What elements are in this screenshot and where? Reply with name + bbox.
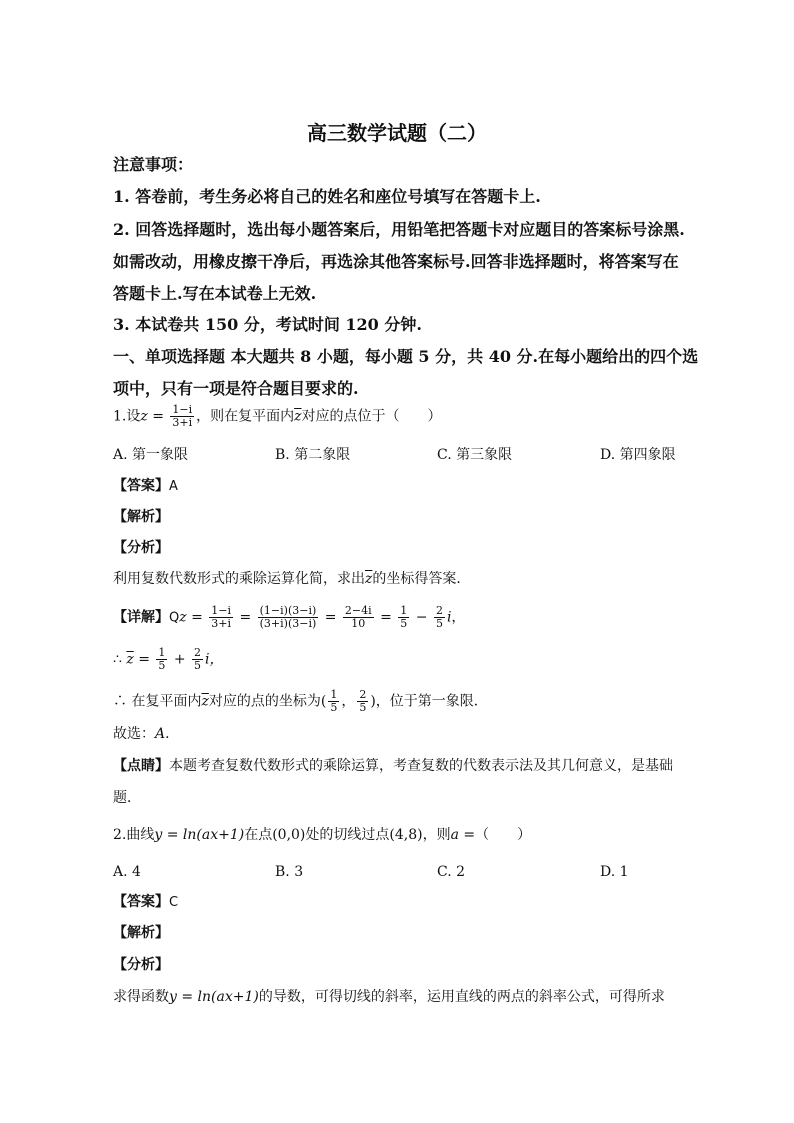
q2-fenxi-a: 求得函数 xyxy=(113,989,169,1005)
q1-choose-value: A xyxy=(155,726,166,742)
q1-detail-frac-1-den: 3+i xyxy=(211,617,231,630)
q1-option-a: A. 第一象限 xyxy=(113,447,189,463)
q1-step2-frac-1-num: 1 xyxy=(158,646,166,659)
q1-step2-frac-1-den: 5 xyxy=(158,659,166,672)
q1-step3-zbar: $\overline{z}$ xyxy=(201,693,209,710)
q1-step2-tail: i， xyxy=(205,651,224,668)
q2-point-1: (0,0) xyxy=(272,827,306,843)
q1-fraction xyxy=(170,404,194,429)
q1-option-c: C. 第三象限 xyxy=(437,447,513,463)
notice-item-2-line-1: 2. 回答选择题时，选出每小题答案后，用铅笔把答题卡对应题目的答案标号涂黑. xyxy=(113,220,685,239)
section-heading-line-1: 一、单项选择题 本大题共 8 小题，每小题 5 分，共 40 分.在每小题给出的四个选 xyxy=(113,347,699,366)
notice-item-1: 1. 答卷前，考生务必将自己的姓名和座位号填写在答题卡上. xyxy=(113,187,541,206)
q1-dianjing-label: 【点睛】 xyxy=(113,758,169,774)
q1-fenxi-label: 【分析】 xyxy=(113,540,169,556)
q1-detail-frac-5 xyxy=(434,605,445,630)
q1-prefix: 1.设 xyxy=(113,408,141,425)
q2-mid3: ，则 xyxy=(422,827,451,843)
q1-step2-frac-2 xyxy=(192,647,203,672)
page-title: 高三数学试题（二） xyxy=(307,121,487,145)
q1-detail-z: z xyxy=(179,609,187,626)
q1-fenxi-zbar: $\overline{z}$ xyxy=(365,571,373,587)
q1-step3-frac-1-num: 1 xyxy=(330,688,338,701)
q1-frac-num: 1−i xyxy=(172,403,193,416)
q1-step2-zbar: $\overline{z}$ xyxy=(126,651,134,668)
q2-answer-label: 【答案】 xyxy=(113,894,169,910)
q1-choose-label: 故选： xyxy=(113,726,155,742)
q2-option-c: C. 2 xyxy=(437,864,466,880)
notice-item-2-line-3: 答题卡上.写在本试卷上无效. xyxy=(113,284,317,303)
q2-mid: 在点 xyxy=(244,827,273,843)
notice-heading: 注意事项： xyxy=(113,155,194,174)
q2-answer xyxy=(113,892,683,913)
q1-step2-frac-1 xyxy=(156,647,167,672)
q1-detail-frac-4-den: 5 xyxy=(400,617,408,630)
q1-eq: = xyxy=(147,408,169,425)
q1-step3-frac-1-den: 5 xyxy=(330,701,338,714)
q1-detail-comma: ， xyxy=(451,609,466,626)
q1-fenxi-b: 的坐标得答案． xyxy=(372,571,471,587)
q1-detail-frac-2-den: (3+i)(3−i) xyxy=(259,617,317,630)
q2-fenxi-b: 的导数，可得切线的斜率，运用直线的两点的斜率公式，可得所求 xyxy=(258,989,665,1005)
q1-step2-therefore: ∴ xyxy=(113,651,122,668)
q2-fenxi-label: 【分析】 xyxy=(113,957,169,973)
q1-detail-frac-4-num: 1 xyxy=(400,604,408,617)
q1-answer-value: A xyxy=(169,479,178,494)
q1-fenxi-a: 利用复数代数形式的乘除运算化简，求出 xyxy=(113,571,365,587)
q1-detail-label: 【详解】 xyxy=(113,609,169,626)
q1-step2-frac-2-den: 5 xyxy=(194,659,202,672)
q1-zbar: $\overline{z}$ xyxy=(294,408,302,425)
q1-detail-frac-5-num: 2 xyxy=(435,604,443,617)
q1-step2-frac-2-num: 2 xyxy=(194,646,202,659)
q1-detail-q: Q xyxy=(169,610,180,626)
q1-option-b: B. 第二象限 xyxy=(275,447,351,463)
q1-detail-frac-2 xyxy=(258,605,319,630)
q1-choose xyxy=(113,724,683,744)
q1-suffix2: 对应的点位于（ ） xyxy=(301,408,442,425)
q1-dianjing-l1: 本题考查复数代数形式的乘除运算，考查复数的代数表示法及其几何意义，是基础 xyxy=(169,758,673,774)
q1-step3-frac-2 xyxy=(357,689,368,714)
q1-detail: 【详解】Qz = $\frac{1-i}{3+i}$ = $\frac{(1-i)(3-i)}{(3+i)(3-i)}$ = $\frac{2-4i}{10}$ = $\frac{1}{5}$ − $\frac{2}{5}$ i， xyxy=(113,604,466,630)
q2-prefix: 2.曲线 xyxy=(113,827,155,843)
q1-detail-frac-3-num: 2−4i xyxy=(344,604,372,617)
q2-a-var: a xyxy=(450,827,459,843)
q1-suffix: ，则在复平面内 xyxy=(196,408,295,425)
q1-frac-den: 3+i xyxy=(172,416,193,429)
q2-option-b: B. 3 xyxy=(275,864,304,880)
q1-step-2: ∴ $\overline{z}$ = $\frac{1}{5}$ + $\frac{2}{5}$ i， xyxy=(113,646,224,672)
q1-dianjing-line-2: 题． xyxy=(113,790,141,806)
q1-step3-frac-2-den: 5 xyxy=(359,701,367,714)
q1-option-d: D. 第四象限 xyxy=(600,447,676,463)
q1-stem xyxy=(113,404,683,429)
q1-analysis-label: 【解析】 xyxy=(113,509,169,525)
section-heading-line-2: 项中，只有一项是符合题目要求的. xyxy=(113,379,359,398)
q1-detail-frac-1 xyxy=(209,605,233,630)
q1-fenxi xyxy=(113,569,683,589)
q1-answer xyxy=(113,476,683,497)
q1-dianjing xyxy=(113,756,683,776)
q2-option-d: D. 1 xyxy=(600,864,629,880)
q1-step3-a: ∴ 在复平面内 xyxy=(113,693,202,710)
q1-detail-frac-4 xyxy=(398,605,409,630)
q1-detail-frac-5-den: 5 xyxy=(435,617,443,630)
q1-step3-frac-2-num: 2 xyxy=(359,688,367,701)
q1-detail-frac-3 xyxy=(343,605,374,630)
q1-detail-frac-1-num: 1−i xyxy=(211,604,231,617)
q2-tail: =（ ） xyxy=(458,827,532,843)
q2-mid2: 处的切线过点 xyxy=(305,827,390,843)
q2-curve: y = ln(ax+1) xyxy=(154,827,245,843)
q1-step3-b: 对应的点的坐标为 xyxy=(208,693,321,710)
notice-item-2-line-2: 如需改动，用橡皮擦干净后，再选涂其他答案标号.回答非选择题时，将答案写在 xyxy=(113,252,679,271)
q1-detail-frac-2-num: (1−i)(3−i) xyxy=(259,604,317,617)
q2-answer-value: C xyxy=(169,895,179,910)
q1-step3-c: ，位于第一象限． xyxy=(375,693,488,710)
notice-item-3: 3. 本试卷共 150 分，考试时间 120 分钟. xyxy=(113,315,422,334)
q1-step-3: ∴ 在复平面内$\overline{z}$对应的点的坐标为( $\frac{1}{5}$ ， $\frac{2}{5}$ )，位于第一象限． xyxy=(113,688,488,714)
q1-detail-frac-3-den: 10 xyxy=(351,617,366,630)
q2-option-a: A. 4 xyxy=(113,864,141,880)
q1-answer-label: 【答案】 xyxy=(113,478,169,494)
q2-fenxi-fn: y = ln(ax+1) xyxy=(169,989,259,1005)
q2-stem xyxy=(113,825,683,845)
q1-step3-frac-1 xyxy=(328,689,339,714)
q2-analysis-label: 【解析】 xyxy=(113,925,169,941)
q2-point-2: (4,8) xyxy=(389,827,423,843)
q1-detail-i: i xyxy=(446,609,452,626)
q1-z: z xyxy=(140,408,148,425)
q1-choose-tail: ． xyxy=(165,726,180,742)
q2-fenxi xyxy=(113,987,683,1007)
